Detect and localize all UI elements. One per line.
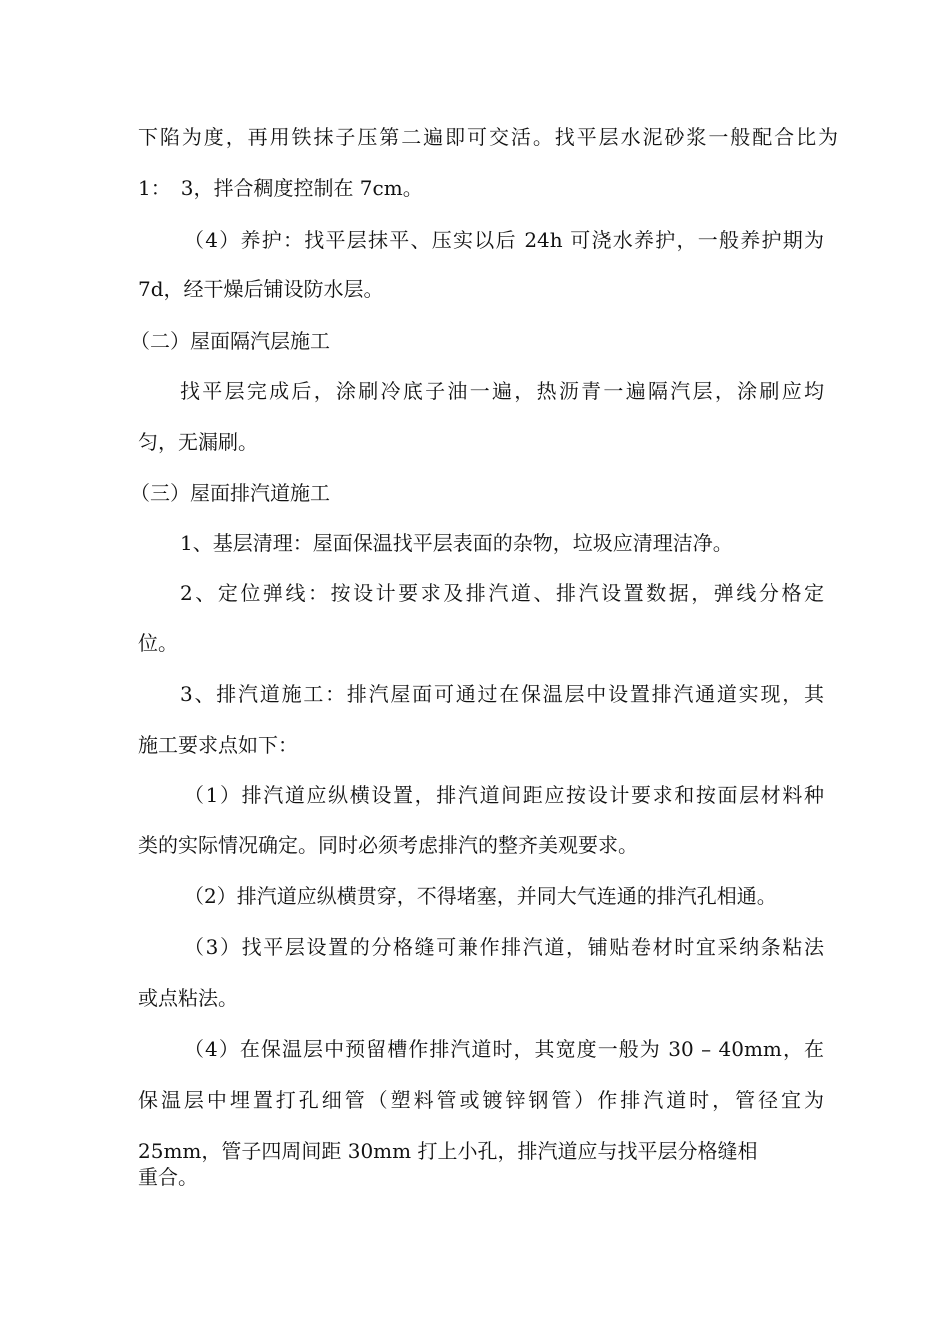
paragraph-line: 1、基层清理：屋面保温找平层表面的杂物，垃圾应清理洁净。 xyxy=(180,531,733,555)
paragraph-line: （2）排汽道应纵横贯穿，不得堵塞，并同大气连通的排汽孔相通。 xyxy=(184,884,777,908)
section-heading: （二）屋面隔汽层施工 xyxy=(130,329,330,353)
paragraph-line: （4）养护：找平层抹平、压实以后 24h 可浇水养护，一般养护期为 xyxy=(184,228,824,252)
paragraph-line: （4）在保温层中预留槽作排汽道时，其宽度一般为 30 – 40mm，在 xyxy=(184,1037,824,1061)
paragraph-line: 3、排汽道施工：排汽屋面可通过在保温层中设置排汽通道实现，其 xyxy=(180,682,824,706)
paragraph-line: （3）找平层设置的分格缝可兼作排汽道，铺贴卷材时宜采纳条粘法 xyxy=(184,935,824,959)
paragraph-line: （1）排汽道应纵横设置，排汽道间距应按设计要求和按面层材料种 xyxy=(184,783,824,807)
paragraph-line: 2、定位弹线：按设计要求及排汽道、排汽设置数据，弹线分格定 xyxy=(180,581,824,605)
paragraph-line: 施工要求点如下： xyxy=(138,733,298,757)
paragraph-line: 下陷为度，再用铁抹子压第二遍即可交活。找平层水泥砂浆一般配合比为 xyxy=(138,125,838,149)
paragraph-line: 位。 xyxy=(138,631,178,655)
paragraph-line: 重合。 xyxy=(138,1165,198,1189)
paragraph-line: 保温层中埋置打孔细管（塑料管或镀锌钢管）作排汽道时，管径宜为 xyxy=(138,1088,824,1112)
paragraph-line: 类的实际情况确定。同时必须考虑排汽的整齐美观要求。 xyxy=(138,833,638,857)
paragraph-line: 找平层完成后，涂刷冷底子油一遍，热沥青一遍隔汽层，涂刷应均 xyxy=(180,379,824,403)
paragraph-line: 或点粘法。 xyxy=(138,986,238,1010)
paragraph-line: 匀，无漏刷。 xyxy=(138,430,258,454)
paragraph-line: 1： 3，拌合稠度控制在 7cm。 xyxy=(138,176,423,200)
paragraph-line: 25mm，管子四周间距 30mm 打上小孔，排汽道应与找平层分格缝相 xyxy=(138,1139,758,1163)
paragraph-line: 7d，经干燥后铺设防水层。 xyxy=(138,277,384,301)
section-heading: （三）屋面排汽道施工 xyxy=(130,481,330,505)
